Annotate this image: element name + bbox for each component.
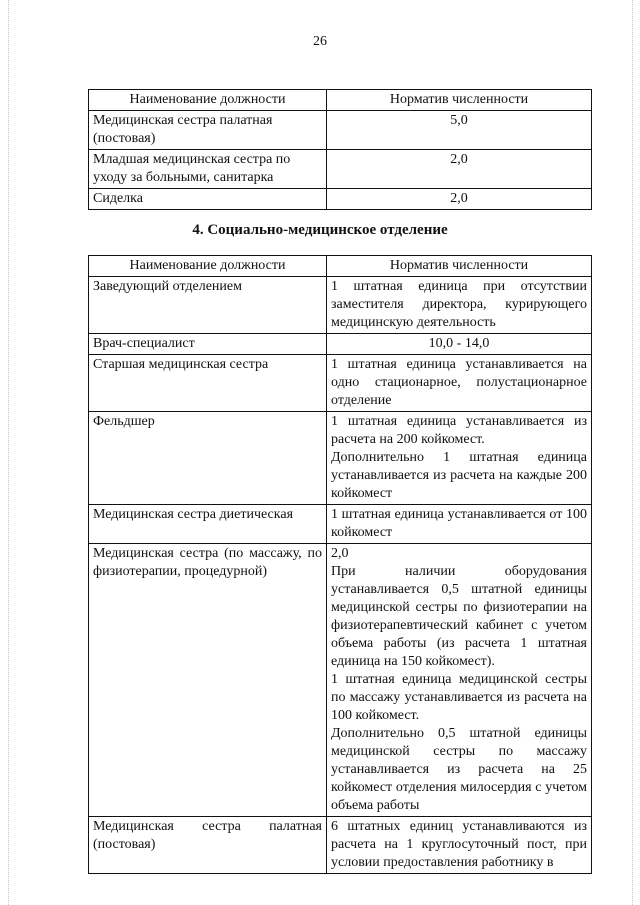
position-cell: Медицинская сестра (по массажу, по физиотерапии, процедурной)	[89, 544, 327, 817]
norm-cell: 1 штатная единица устанавливается на одно стационарное, полустационарное отделение	[327, 355, 592, 412]
position-cell: Медицинская сестра палатная (постовая)	[89, 111, 327, 150]
position-cell: Врач-специалист	[89, 334, 327, 355]
position-cell: Младшая медицинская сестра по уходу за больными, санитарка	[89, 150, 327, 189]
norm-paragraph: При наличии оборудования устанавливается 0,5 штатной единицы медицинской сестры по физиотерапии на физиотерапевтический кабинет с учетом объема работы (из расчета 1 штатная единица на 150 койкомест).	[331, 564, 587, 669]
norm-paragraph: Дополнительно 0,5 штатной единицы медицинской сестры по массажу устанавливается из расчета на 25 койкомест отделения милосердия с учетом объема работы	[331, 726, 587, 813]
position-cell: Сиделка	[89, 189, 327, 210]
column-header-norm: Норматив численности	[327, 90, 592, 111]
table-row	[89, 355, 592, 412]
scan-edge-right	[632, 0, 633, 905]
table-row	[89, 505, 592, 544]
table-row	[89, 277, 592, 334]
norm-cell	[327, 544, 592, 817]
page-number: 26	[313, 34, 327, 49]
norm-paragraph: Дополнительно 1 штатная единица устанавливается из расчета на каждые 200 койкомест	[331, 450, 587, 501]
norm-cell: 2,0	[327, 189, 592, 210]
norm-paragraph: 1 штатная единица устанавливается из расчета на 200 койкомест.	[331, 414, 587, 447]
norm-cell: 2,0	[327, 150, 592, 189]
table-row	[89, 150, 592, 189]
norm-cell: 1 штатная единица при отсутствии заместителя директора, курирующего медицинскую деятельность	[327, 277, 592, 334]
table-row	[89, 412, 592, 505]
column-header-norm: Норматив численности	[327, 256, 592, 277]
table-row	[89, 111, 592, 150]
norm-paragraph: 1 штатная единица медицинской сестры по массажу устанавливается из расчета на 100 койкомест.	[331, 672, 587, 723]
table-header-row	[89, 256, 592, 277]
column-header-position: Наименование должности	[89, 256, 327, 277]
table-header-row	[89, 90, 592, 111]
staffing-table-social-medical	[88, 255, 592, 874]
position-cell: Заведующий отделением	[89, 277, 327, 334]
table-row	[89, 189, 592, 210]
position-cell: Медицинская сестра диетическая	[89, 505, 327, 544]
norm-cell: 5,0	[327, 111, 592, 150]
section-title: 4. Социально-медицинское отделение	[192, 222, 448, 238]
position-cell: Старшая медицинская сестра	[89, 355, 327, 412]
column-header-position: Наименование должности	[89, 90, 327, 111]
table-row	[89, 334, 592, 355]
staffing-table-nursing	[88, 89, 592, 210]
position-cell: Фельдшер	[89, 412, 327, 505]
norm-cell: 1 штатная единица устанавливается от 100 койкомест	[327, 505, 592, 544]
position-cell: Медицинская сестра палатная (постовая)	[89, 817, 327, 874]
table-row	[89, 544, 592, 817]
norm-cell: 6 штатных единиц устанавливаются из расчета на 1 круглосуточный пост, при условии предоставления работнику в	[327, 817, 592, 874]
scan-edge-left	[8, 0, 9, 905]
table-row	[89, 817, 592, 874]
norm-paragraph: 2,0	[331, 546, 349, 561]
norm-cell: 10,0 - 14,0	[327, 334, 592, 355]
norm-cell	[327, 412, 592, 505]
